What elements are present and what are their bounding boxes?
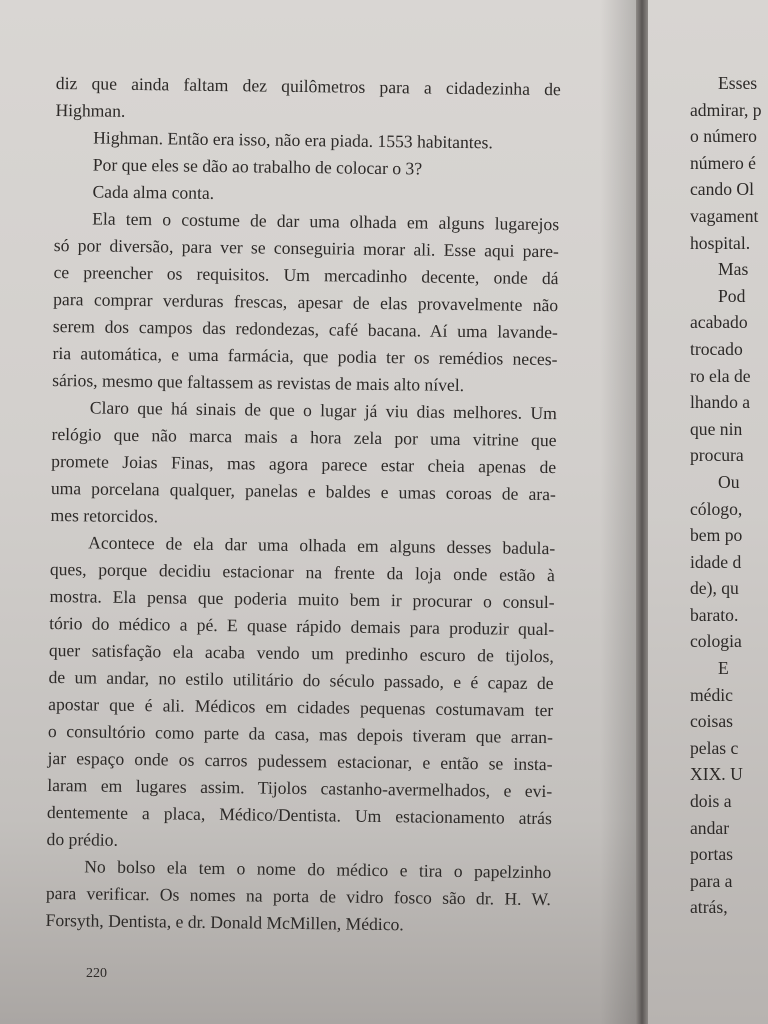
text-line: médic [690,684,733,705]
text-line: de um andar, no estilo utilitário do século passado, e é capaz de [48,666,554,694]
right-page-text [690,70,768,921]
text-line: lhando a [690,392,751,413]
text-line: Highman. [55,99,126,121]
text-line: cologia [690,631,742,652]
text-line: para verificar. Os nomes na porta de vidro fosco são dr. H. W. [45,882,552,910]
text-line: o número [690,126,757,147]
text-line: No bolso ela tem o nome do médico e tira o papelzinho [84,856,552,883]
text-line: andar [690,817,730,838]
text-line: Mas [718,259,749,280]
text-line: cando Ol [690,179,755,200]
text-line: quer satisfação ela acaba vendo um predinho escuro de tijolos, [48,639,554,667]
right-page [648,0,768,1024]
text-line: XIX. U [690,764,743,785]
text-line: ce preencher os requisitos. Um mercadinho decente, onde dá [53,261,559,289]
text-line: barato. [690,604,739,625]
text-line: diz que ainda faltam dez quilômetros para a cidadezinha de [55,72,561,100]
text-line: mostra. Ela pensa que poderia muito bem ir procurar o consul- [49,585,555,613]
text-line: Claro que há sinais de que o lugar já viu dias melhores. Um [89,397,557,424]
text-line: E [718,658,729,679]
text-line: sários, mesmo que faltassem as revistas de mais alto nível. [52,369,465,396]
text-line: apostar que é ali. Médicos em cidades pequenas costumavam ter [48,693,554,721]
text-line: dentemente a placa, Médico/Dentista. Um estacionamento atrás [46,801,553,829]
text-line: o consultório como parte da casa, mas depois tiveram que arran- [47,720,554,748]
text-line: Por que eles se dão ao trabalho de colocar o 3? [92,154,423,179]
text-line: para a [690,870,733,891]
page-number: 220 [86,966,107,981]
text-line: bem po [690,525,743,546]
text-line: pelas c [690,737,739,758]
text-line: ro ela de [690,365,751,386]
text-line: Ela tem o costume de dar uma olhada em alguns lugarejos [92,208,560,235]
text-line: Acontece de ela dar uma olhada em alguns desses badula- [88,532,556,559]
text-line: jar espaço onde os carros pudessem estacionar, e então se insta- [47,747,553,775]
text-line: ques, porque decidiu estacionar na frente da loja onde estão à [49,558,555,586]
text-line: hospital. [690,232,751,253]
text-line: promete Joias Finas, mas agora parece estar cheia apenas de [51,450,557,478]
text-line: portas [690,844,733,865]
text-line: coisas [690,711,733,732]
text-line: Ou [718,471,740,492]
text-line: do prédio. [46,828,119,850]
text-line: Forsyth, Dentista, e dr. Donald McMillen, Médico. [45,909,404,935]
text-line: Esses [718,73,758,93]
text-line: para comprar verduras frescas, apesar de elas provavelmente não [53,288,559,316]
text-line: mes retorcidos. [50,504,159,527]
text-line: atrás, [690,897,728,918]
text-line: Highman. Então era isso, não era piada. 1553 habitantes. [93,127,493,153]
text-line: Pod [718,285,746,306]
text-line: de), qu [690,578,739,599]
text-line: idade d [690,551,742,572]
book-gutter [636,0,648,1024]
text-line: serem dos campos das redondezas, café bacana. Aí uma lavande- [52,315,558,343]
text-line: vagament [690,205,759,226]
text-line: admirar, p [690,99,762,120]
text-line: número é [690,152,756,173]
text-line: que nin [690,418,743,439]
left-page-text [45,70,561,940]
text-line: cólogo, [690,498,743,519]
text-line: procura [690,445,744,466]
text-line: ria automática, e uma farmácia, que podia ter os remédios neces- [52,342,558,370]
text-line: laram em lugares assim. Tijolos castanho-avermelhados, e evi- [47,774,553,802]
text-line: dois a [690,791,732,812]
text-line: tório do médico a pé. E quase rápido demais para produzir qual- [49,612,555,640]
text-line: trocado [690,338,743,359]
text-line: Cada alma conta. [92,181,215,203]
text-line: acabado [690,312,748,333]
text-line: relógio que não marca mais a hora zela por uma vitrine que [51,423,557,451]
text-line: só por diversão, para ver se conseguiria morar ali. Esse aqui pare- [53,234,559,262]
text-line: uma porcelana qualquer, panelas e baldes e umas coroas de ara- [50,477,556,505]
